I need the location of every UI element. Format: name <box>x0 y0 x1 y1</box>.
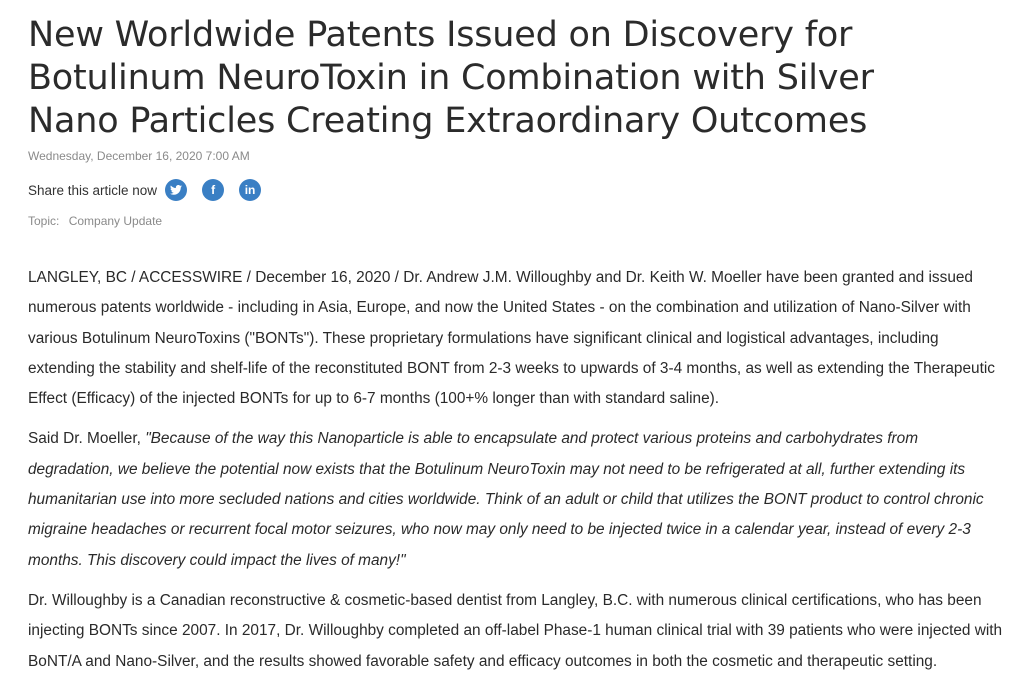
paragraph-1 <box>28 263 1003 414</box>
facebook-share-button[interactable] <box>202 179 224 201</box>
topic-value: Company Update <box>68 214 163 228</box>
share-bar <box>28 176 276 204</box>
linkedin-icon: in <box>244 183 256 197</box>
paragraph-2 <box>28 424 1003 575</box>
topic-row <box>28 214 162 228</box>
twitter-share-button[interactable] <box>165 179 187 201</box>
topic-label: Topic: <box>28 214 60 228</box>
dateline-lead: LANGLEY, BC / ACCESSWIRE / December 16, 2020 / <box>28 269 399 286</box>
quote-intro: Said Dr. Moeller, <box>28 430 146 448</box>
paragraph-3: Dr. Willoughby is a Canadian reconstructive & cosmetic-based dentist from Langley, B.C. with numerous clinical certifications, who has been injecting BONTs since 2007. In 2017, Dr. Willoughby completed an off-label Phase-1 human clinical trial with 39 patients who were injected with BoNT/A and Nano-Silver, and the results showed favorable safety and efficacy outcomes in both the cosmetic and therapeutic setting. <box>28 591 1003 670</box>
facebook-icon: f <box>211 183 216 197</box>
paragraph-1-body: Dr. Andrew J.M. Willoughby and Dr. Keith W. Moeller have been granted and issued numerous patents worldwide - including in Asia, Europe, and now the United States - on the combination and utilization of Nano-Silver with various Botulinum NeuroToxins ("BONTs"). These proprietary formulations have significant clinical and logistical advantages, including extending the stability and shelf-life of the reconstituted BONT from 2-3 weeks to upwards of 3-4 months, as well as extending the Therapeutic Effect (Efficacy) of the injected BONTs for up to 6-7 months (100+% longer than with standard saline). <box>28 269 995 408</box>
quote-text: "Because of the way this Nanoparticle is able to encapsulate and protect various proteins and carbohydrates from degradation, we believe the potential now exists that the Botulinum NeuroToxin may not need to be refrigerated at all, further extending its humanitarian use into more secluded nations and cities worldwide. Think of an adult or child that utilizes the BONT product to control chronic migraine headaches or recurrent focal motor seizures, who now may only need to be injected twice in a calendar year, instead of every 2-3 months. This discovery could impact the lives of many!" <box>28 430 984 569</box>
twitter-icon <box>170 185 182 195</box>
publish-date: Wednesday, December 16, 2020 7:00 AM <box>28 149 250 163</box>
share-label: Share this article now <box>28 182 158 198</box>
linkedin-share-button[interactable] <box>239 179 261 201</box>
article-body <box>28 263 1003 687</box>
article-headline: New Worldwide Patents Issued on Discovery for Botulinum NeuroToxin in Combination with Silver Nano Particles Creating Extraordinary Outcomes <box>28 15 874 141</box>
